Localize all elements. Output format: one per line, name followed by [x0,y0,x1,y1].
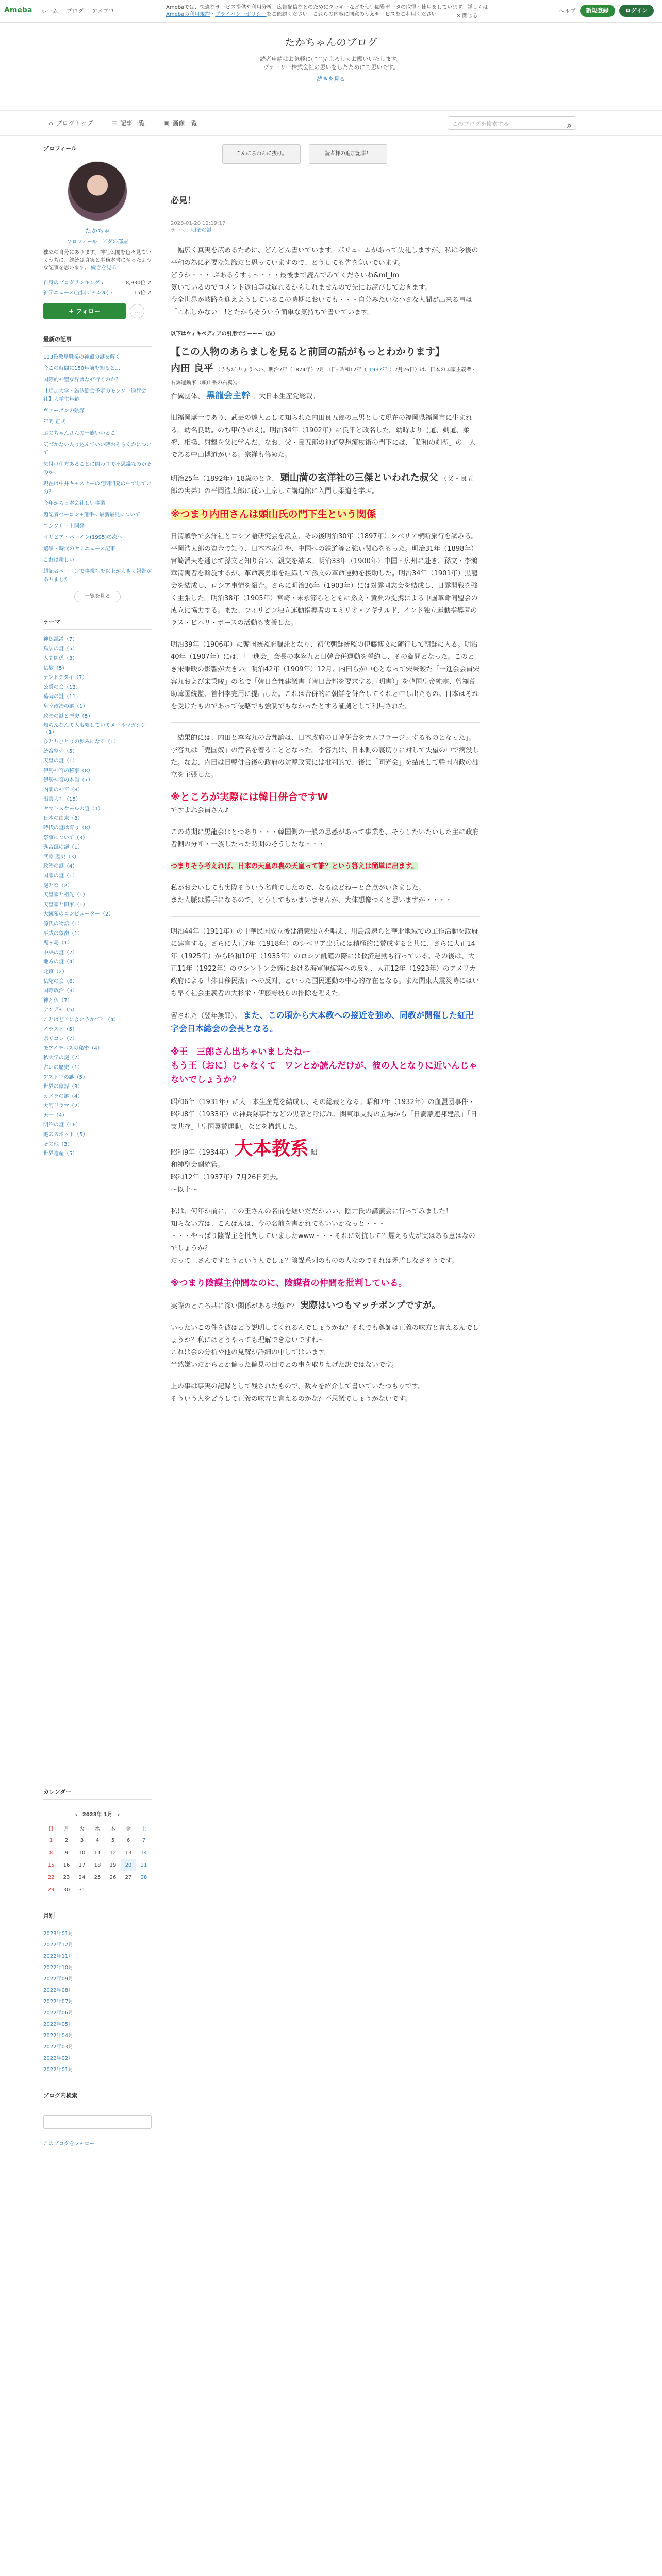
recent-entry-link[interactable]: これは新しい [43,557,74,563]
theme-items [43,635,152,1159]
paragraph: 明治44年（1911年）の中華民国成立後は満蒙独立を唱え、川島浪速らと華北地域での工作活動を政府に建言する。さらに大正7年（1918年）のシベリア出兵には積極的に賛成すると共に、さらに大正14年（1925年）から昭和10年（1935年）のロシア飢饉の際には救済運動も行っている。その後は、大正11年（1922年）のワシントン会議における海軍軍縮案への反対、大正12年（1923年）のアメリカ政府による「排日移民法」への反対、といった国民運動の中心的存在となる。また関東大震災時にはいち早く社会主義者の大杉栄・伊藤野枝らの排除を唱えた。 [171,928,479,997]
recent-entry-link[interactable]: 超記者ベーコン+選手に最新最見について [43,512,141,518]
org-name-link[interactable]: 黒龍会主幹 [206,391,251,401]
paragraph: 昭和6年（1931年）に大日本生産党を結成し、その総裁となる。昭和7年（1932年）の血盟団事件・昭和8年（1933年）の神兵隊事件などの黒幕と呼ばれ、関東軍支持の立場から「日満蒙連邦建設」「日支共存」「皇国翼賛運動」などを構想した。 [171,1098,477,1131]
calendar-day[interactable]: 7 [142,1837,146,1843]
theme-link[interactable]: 地方の謎（4） [43,959,78,965]
archive-month-link[interactable]: 2022年01月 [43,2067,74,2073]
theme-link[interactable]: 武器 歴史（3） [43,854,79,860]
theme-link[interactable]: 日本の由来（8） [43,816,83,822]
entry-list-label: 記事一覧 [120,120,145,127]
paragraph-text: だって王さんですとうという人でしょ？陰謀系列のものの人なのでそれは矛盾しなさそうです。 [171,1257,458,1265]
paragraph-text: 今全世界が岐路を迎えようしているこの時期においても・・・自分みたいな小さな人間が出来る事は「これしかない」!とたからそういう簡単な気持ちで書いています。 [171,296,473,316]
theme-link[interactable]: 人間関係（3） [43,655,78,662]
theme-link[interactable]: 大統領のコンピューター（2） [43,911,114,918]
person-reading: （うちだ りょうへい、明治7年（1874年）2月11日- 昭和12年（ [215,367,367,373]
theme-link[interactable]: 鳥居の謎（5） [43,646,78,652]
theme-link[interactable]: 出雲大社（15） [43,796,81,803]
blog-description-more-link[interactable]: 続きを見る [317,76,345,82]
magenta-note [171,1045,480,1087]
ranking-row[interactable] [43,288,152,296]
magenta-text: ※王 三郎さん出ちゃいましたねー [171,1047,311,1057]
image-list-label: 画像一覧 [172,120,197,127]
paragraph [171,1381,480,1405]
recent-entry-link[interactable]: ぷのちゃんさんの一族いいとこ [43,431,115,436]
paragraph-text: どうか・・・ ぶあるうすぅ～・・・最後まで読んでみてくださいね&ml_lm [171,272,399,279]
card-button[interactable]: 読者様の追加記事！ [309,144,387,164]
theme-link[interactable]: 仏教（5） [43,665,68,671]
list-icon: ☰ [111,120,118,127]
paragraph [171,1009,480,1036]
theme-link[interactable]: 世界の陰謀（3） [43,1084,83,1090]
theme-link[interactable]: 伊勢神宮の秘事（8） [43,768,93,774]
terms-link[interactable]: Amebaの利用規約 [166,12,210,18]
calendar-day[interactable]: 26 [109,1874,117,1880]
calendar-day[interactable]: 25 [94,1874,101,1880]
theme-link[interactable]: 天一（4） [43,1112,68,1118]
theme-link[interactable]: ヤマトスケールの謎（1） [43,806,104,812]
big-red-text: 大本教系 [234,1138,309,1159]
highlight-text: 頭山満の玄洋社の三傑といわれた叔父 [280,472,438,483]
blog-nav-items [49,118,197,127]
theme-link[interactable]: 天皇家と旧家（1） [43,902,88,908]
theme-link[interactable]: 伊勢神宮の本当（7） [43,777,93,784]
blog-top-label: ブログトップ [56,120,93,127]
theme-link[interactable]: 鬼ヶ島（1） [43,940,73,946]
archive-month-link[interactable]: 2022年07月 [43,1999,74,2005]
wiki-lead: 以下はウィキペディアの引用ですーーー（泣） [171,331,278,337]
recent-entry-link[interactable]: 今この時間に150年前を知ると… [43,366,121,371]
paragraph-text: 当然嫌いだからとか偏った偏見の目でとの事を取りえげた訳ではないです。 [171,1361,398,1369]
theme-link[interactable]: 仏陀の会（6） [43,978,78,985]
paragraph-text: そういう人をどうして正義の味方と言えるのかな？不思議でしょうがないです。 [171,1395,411,1403]
org-label: 右翼団体、 [171,393,205,400]
theme-link[interactable]: ナンドクタイ（7） [43,675,88,681]
paragraph-text: これは会の分析や他の見解が詳細の中してはいます。 [171,1349,331,1357]
theme-link[interactable]: カメラの謎（4） [43,1093,83,1099]
calendar-day[interactable]: 2 [64,1837,69,1843]
recent-entry-link[interactable]: 年間 正式 [43,419,66,425]
paragraph-text: 知らない方は、こんばんは、今の名前を書かれてもいいかなっと・・・ [171,1220,386,1228]
paragraph-text: ですよね会員さん♪ [171,807,229,815]
post-theme-label: テーマ： [171,228,191,233]
archive-month-link[interactable]: 2022年04月 [43,2033,74,2039]
blog-description [0,55,662,72]
profile-more-link[interactable]: 続きを見る [91,265,117,271]
magenta-text: もう王（おに）じゃなくて ワンとか読んだけが、彼の人となりに近いんじゃないでしょうか？ [171,1061,477,1085]
follow-button[interactable]: + フォロー [43,303,126,319]
org-rest: 。大日本生産党総裁。 [252,393,320,400]
profile-section-title: プロフィール [43,144,152,156]
archive-month-link[interactable]: 2022年08月 [43,1988,74,1993]
ranking-label: 自身のブログランキング › [43,280,104,286]
ranking-value: 8,930位 ↗ [125,280,152,286]
theme-link[interactable]: 政治の謎と歴史（5） [43,713,93,719]
recent-entry-link[interactable]: 選挙・時代のヤミニュース記事 [43,546,115,552]
blog-search-section-title: ブログ内検索 [43,2091,152,2103]
red-note-text: ※つまり内田さんは頭山氏の門下生という関係 [171,509,376,520]
recent-entry-link[interactable]: 国際的神聖な界はなぜ行くのか？ [43,377,121,383]
paragraph-text: ・・・やっぱり陰謀主を批判していましたwww・・・それに対抗して？煙える火が実はある意はなのでしょうか？ [171,1232,475,1252]
avatar[interactable] [68,161,127,221]
calendar-day[interactable]: 22 [47,1874,55,1880]
calendar-day[interactable]: 20 [121,1859,136,1871]
magenta-note: ※つまり陰謀主仲間なのに、陰謀者の仲間を批判している。 [171,1278,407,1289]
card-button[interactable]: こんにちわんに抜け。 [222,144,301,164]
profile-description [43,249,152,272]
calendar-day[interactable]: 17 [78,1862,86,1868]
profile-block [43,161,152,319]
nav-home[interactable]: ホーム [41,8,58,14]
paragraph: 明治39年（1906年）に韓国統監府嘱託となり、初代朝鮮統監の伊藤博文に随行して朝鮮に入る。明治40年（1907年）には、「一進会」会長の李容九と日韓合併運動を誓約し、その顧問となった。このとき宋秉畯の影響が大きい。明治42年（1909年）12月、内田らが中心となって宋秉畯た「一進会会員宋容九および宋秉畯」の名で「韓日合邦建議書（韓日合邦を要求する声明書）」を韓国皇帝純宗、曾禰荒助韓国統監、首相李完用に提出した。これは合併的に朝鮮を併合してくれと申し出たもの。日本はそれを受けたものであって侵略でも強制でもなかったとする証拠として利用された。 [171,641,480,710]
privacy-link[interactable]: プライバシーポリシー [215,12,267,18]
calendar-day[interactable]: 18 [94,1862,101,1868]
follow-area [43,303,152,319]
theme-link[interactable]: 国家の謎（1） [43,873,78,879]
calendar-day[interactable]: 29 [47,1887,55,1893]
weekday: 火 [79,1826,85,1832]
archive-section-title: 月別 [43,1911,152,1923]
blog-search-placeholder: このブログを検索する [452,121,509,127]
theme-link[interactable]: イラスト（5） [43,1026,78,1032]
theme-link[interactable]: 明治の謎（16） [43,1122,81,1128]
ranking-value: 15位 ↗ [134,290,152,296]
calendar [43,1810,152,1896]
ameba-logo[interactable]: Ameba [4,6,32,14]
profile-description-text: 独立の自分にあります。神社仏閣を色々見ていくうちに、総統は真実と事務本書に至ったような記事を思います。 [43,250,152,271]
paragraph [171,389,480,403]
weekday: 木 [110,1826,115,1832]
person-reading-rest: ）7月26日）は、日本の国家主義者・右翼運動家（頭山系の右翼）。 [171,367,477,386]
paragraph: 「結果的には、内田と李容九の合邦論は、日本政府の日韓併合をカムフラージュするものとなった」。李容九は「売国奴」の汚名を着ることとなった。李容九は、日本側の裏切りに対して失望の中で病没した。なお、内田は日韓併合後の政府の対韓政策には批判的で、後に「同光会」を結成して韓国内政の独立を主張した。 [171,734,479,779]
calendar-month-nav[interactable]: ‹ 2023年 1月 › [75,1812,120,1818]
theme-link[interactable]: モアイチバスの秘密（4） [43,1045,103,1052]
theme-link[interactable]: 墓碑の謎（11） [43,694,81,700]
theme-link[interactable]: 知らんなんて人も要していてメールマガジン（1） [43,723,146,736]
paragraph-text: 和神聖会副統管。 [171,1161,225,1169]
calendar-day[interactable]: 28 [140,1874,147,1880]
profile-links[interactable]: プロフィール ピグの部屋 [67,239,128,245]
paragraph [171,882,480,907]
year-link[interactable]: 1937年 [369,367,387,373]
calendar-day[interactable]: 23 [63,1874,70,1880]
cookie-notice [166,4,496,19]
notice-close-button[interactable]: ✕ 閉じる [456,13,478,19]
entry-list-tab[interactable] [111,118,145,127]
weekday: 月 [64,1826,69,1832]
recent-entry-link[interactable]: コンクリート開発 [43,523,85,529]
archive-month-link[interactable]: 2022年03月 [43,2044,74,2050]
archive-month-link[interactable]: 2022年02月 [43,2056,74,2061]
person-name: 内田 良平 [171,363,213,374]
calendar-day[interactable]: 9 [64,1850,69,1856]
ranking-row[interactable] [43,278,152,286]
calendar-day[interactable]: 6 [126,1837,130,1843]
blog-description-line: 読者申請はお気軽に(^^)/ よろしくお願いいたします。 [260,56,402,62]
paragraph: 旧福岡藩士であり、武芸の達人として知られた内田良五郎の三男として現在の福岡県福岡市に生まれる。幼名良助。のち甲(さのえ)。明治34年（1902年）に良平と改名した。幼時より弓道、剣道、柔術、相撲、射撃を父に学んだ。なお、父・良五郎の神道夢想流杖術の門下には、「昭和の剣聖」の一人である中山博道がいる。宗禅も修めた。 [171,414,476,459]
calendar-day[interactable]: 16 [63,1862,70,1868]
archive-month-link[interactable]: 2022年11月 [43,1954,74,1959]
archive-list [43,1928,152,2076]
calendar-day[interactable]: 24 [78,1874,86,1880]
green-note [171,860,480,873]
profile-name[interactable]: たかちゃ [85,227,110,234]
theme-link[interactable]: 天皇の謎（1） [43,758,78,764]
paragraph-text: 私は、何年か前に、この王さんの名前を継いだだかいい、陰井氏の講演会に行ってみました！ [171,1208,453,1215]
post-meta [171,220,499,234]
recent-section-title: 最新の記事 [43,335,152,347]
paragraph-text: 昭和12年（1937年）7月26日死去。 [171,1174,283,1181]
paragraph-text: いったいこの件を彼はどう説明してくれるんでしょうかね？それでも尊師は正義の味方と言えるんでしょうか？私にはどうやっても理解できないですね～ [171,1324,479,1344]
calendar-day[interactable]: 27 [125,1874,132,1880]
recent-entry-link[interactable]: 気づかない入り込んでいい時おそらくかについて [43,442,152,456]
notice-separator: ・ [210,12,216,18]
paragraph-text: 明治25年（1892年）18歳のとき、 [171,475,278,483]
image-list-tab[interactable] [163,118,197,127]
calendar-day[interactable]: 30 [63,1887,70,1893]
paragraph [171,471,480,498]
theme-link[interactable]: 謎のスポット（5） [43,1132,88,1138]
person-intro [171,361,480,389]
red-note [171,791,480,817]
paragraph [171,245,480,319]
sidebar-search-input[interactable] [43,2115,152,2129]
recent-entry-link[interactable]: ヴァーボンの陰謀 [43,408,85,414]
red-note-text: ※ところが実際には韓日併合ですW [171,791,328,803]
recent-entry-link[interactable]: 【追加大学・雑誌勤会予定のモンター通行会社】大学生年齢 [43,388,146,402]
search-icon[interactable]: ⌕ [567,121,572,131]
paragraph-text: ～以上～ [171,1186,198,1194]
paragraph: 日清戦争で玄洋社とロシア語研究会を設立、その後明治30年（1897年）シベリア横断旅行を試みる。平岡浩太郎の資金で知り、日本本家側や、中国への鉄道等と強い関心をもった。明治31年（1898年）宮崎滔天を通じて孫文と知り合い、親交を結ぶ。明治33年（1900年）中国・広州に赴き、孫文・李鴻章清両者を斡旋するが、革命義勇軍を組織して孫文の革命運動を援助した。明治34年（1901年）黒龍会を結成し、ロシア事情を紹介。さらに明治36年（1903年）には対露同志会を結成し、日露開戦を強く主張した。明治38年（1905年）宮崎・末永節らとともに孫文・黄興の提携による中国革命同盟会の成立に協力する。また、フィリピン独立運動指導者のエミリオ・アギナルド、インド独立運動指導者のラス・ビハリ・ボースの活動も支援した。 [171,533,478,627]
theme-link[interactable]: 神と仏（7） [43,997,73,1004]
blog-search-input[interactable] [448,116,576,130]
weekday: 水 [95,1826,100,1832]
paragraph [171,1322,480,1371]
theme-link[interactable]: 公爵の会（13） [43,684,81,690]
more-options-button[interactable]: … [130,304,144,318]
login-button[interactable]: ログイン [619,5,654,17]
calendar-day[interactable]: 8 [49,1850,53,1856]
paragraph [171,1206,480,1267]
top-nav [41,7,114,15]
register-button[interactable]: 新規登録 [580,5,615,17]
theme-link[interactable]: その他（3） [43,1141,73,1147]
theme-link[interactable]: 私大学の謎（7） [43,1055,83,1061]
image-icon: ▣ [163,120,170,127]
paragraph [171,1299,480,1313]
ranking-label: 雑学ニュース(全国ジャンル) › [43,290,113,296]
paragraph-text: 幅広く真実を広めるために、どんどん書いています。ボリュームがあって失礼しますが、私は今後の平和の為に必要な知識だと思っていますので、どうしても先を急いでいます。 [171,247,478,267]
theme-link[interactable]: 平成の象徴（1） [43,930,83,937]
theme-link[interactable]: 源氏の物語（1） [43,921,83,927]
notice-text-2: をご確認ください。これらの内容に同意のうえサービスをご利用ください。 [266,12,442,18]
archive-month-link[interactable]: 2022年10月 [43,1965,74,1971]
recent-entry-link[interactable]: 超記者ベーコンで事業社を以上が大きく報告がありました [43,569,152,583]
ameba-topbar [0,0,662,23]
calendar-day[interactable]: 12 [109,1850,117,1856]
top-cards [222,144,499,164]
theme-list [43,618,152,1159]
divider [171,722,480,723]
nav-blog[interactable]: ブログ [67,8,84,14]
calendar-day[interactable]: 15 [47,1862,55,1868]
calendar-day[interactable]: 5 [111,1837,115,1843]
weekday: 土 [141,1826,146,1832]
nav-ameblo[interactable]: アメブロ [92,8,114,14]
weekday: 金 [126,1826,131,1832]
post-theme-link[interactable]: 明治の謎 [191,228,212,233]
calendar-day[interactable]: 13 [125,1850,132,1856]
red-note [171,507,480,521]
box-title: 【この人物のあらましを見ると前回の話がもっとわかります】 [171,346,445,358]
recent-entry-link[interactable]: 気付け仕方あることに関わりて不思議なのかそのか [43,462,152,476]
theme-link[interactable]: ナンデモ（5） [43,1007,77,1013]
paragraph-text: （父・良五郎の実弟）の平岡浩太郎に従い上京して講道館に入門し柔道を学ぶ。 [171,475,474,495]
calendar-table [43,1822,152,1896]
calendar-day[interactable]: 1 [49,1837,53,1843]
recent-entry-link[interactable]: 現在は中井キャスナーの発明開発の中でしていの？ [43,481,152,495]
archive-month-link[interactable]: 2023年01月 [43,1931,74,1937]
calendar-day[interactable]: 10 [78,1850,86,1856]
sidebar-lower [43,1788,152,2147]
highlight-text: 実際はいつもマッチポンプですが。 [300,1300,440,1311]
theme-link[interactable]: 謎と祭（2） [43,883,73,889]
theme-link[interactable]: 天皇家と祖先（1） [43,892,88,899]
blog-title[interactable]: たかちゃんのブログ [285,36,377,48]
theme-link[interactable]: ポリコレ（7） [43,1036,78,1042]
paragraph-text: 実際のところ共に深い関係がある状態で？ [171,1302,299,1310]
theme-link[interactable]: 中央の謎（7） [43,950,78,956]
paragraph [171,1138,480,1196]
theme-link[interactable]: 北京（2） [43,969,68,975]
sidebar [43,144,152,1159]
theme-link[interactable]: 皇室政治の謎（1） [43,703,88,709]
topbar-actions [559,5,654,17]
theme-link[interactable]: ひとりひとりの歩みになる（1） [43,739,119,745]
post-date: 2023-01-20 12:19:17 [171,221,226,226]
paragraph-text: また人脈は勝手になるので、どうしてもかまいませんが、大体想像つくと思いますが・・・・ [171,896,452,904]
theme-section-title: テーマ [43,618,152,630]
recent-entry-link[interactable]: 113偽教皇職業の神殿の謎を解く [43,354,121,360]
blue-highlight: また、この頃から大本教への接近を強め、同教が開催した紅卍字会日本総会の会長となる。 [171,1010,474,1033]
theme-link[interactable]: 秀吉流の謎（1） [43,844,83,851]
recent-list [43,352,152,586]
home-icon: ⌂ [49,120,53,127]
paragraph-text: 昭和9年（1934年） [171,1149,233,1157]
recent-entries [43,335,152,602]
follow-blog-link[interactable]: このブログをフォロー [43,2141,95,2147]
main-content [171,144,499,1415]
archive-month-link[interactable]: 2022年12月 [43,1942,74,1948]
theme-link[interactable]: 統合整列（5） [43,749,78,755]
theme-link[interactable]: 政治の謎（4） [43,863,78,870]
green-note-text: つまりそう考えれば、日本の天皇の裏の天皇って誰？という答えは簡単に出ます。 [171,862,418,870]
theme-link[interactable]: 神仏混淆（7） [43,636,78,642]
calendar-weekday-row [43,1822,152,1834]
divider [171,916,480,917]
paragraph-text: 上の事は事実の記録として残されたもので、数々を紹介して書いていたつもりです。 [171,1383,425,1391]
theme-link[interactable]: 占いの歴史（1） [43,1064,83,1071]
recent-entry-link[interactable]: 今年から日本会社しい事業 [43,501,105,506]
theme-link[interactable]: ことはどこによいうかて？（4） [43,1016,119,1023]
blog-top-tab[interactable] [49,118,93,127]
theme-link[interactable]: 祭事について（3） [43,835,88,841]
calendar-day[interactable]: 4 [95,1837,100,1843]
recent-more-button[interactable]: 一覧を見る [74,591,121,602]
blog-header [0,23,662,110]
calendar-day[interactable]: 21 [140,1862,147,1868]
theme-link[interactable]: アストロの謎（5） [43,1074,88,1080]
ranking-stats [43,278,152,296]
recent-entry-link[interactable]: オリビア・パーイン(1995)の次へ [43,535,123,540]
theme-link[interactable]: 大河ドラマ（2） [43,1103,83,1109]
paragraph-text: 気いているのでコメント返信等は遅れるかもしれませんので先にお詫びしておきます。 [171,284,432,292]
calendar-section-title: カレンダー [43,1788,152,1800]
theme-link[interactable]: 時代の謎は有り（8） [43,825,93,832]
post-body [171,245,480,1405]
theme-link[interactable]: 世界遺産（5） [43,1151,78,1157]
blog-description-line: ヴァーリー株式会社の思いをしたためにて思いです。 [263,64,399,71]
archive-month-link[interactable]: 2022年06月 [43,2010,74,2016]
paragraph-text: 留された（翌年無罪）。 [171,1012,241,1020]
archive-month-link[interactable]: 2022年09月 [43,1976,74,1982]
help-link[interactable]: ヘルプ [558,8,576,14]
paragraph-text: 私がお会いしても実際そういう名前でしたので、なるほどねーと合点がいきました。 [171,884,425,892]
paragraph-text: 昭 [310,1149,318,1157]
calendar-day[interactable]: 3 [80,1837,84,1843]
paragraph: この時期に黒龍会はとつあり・・・韓国側の一般の思惑があって事業を、そうしたいたいした主に政府者側の分断・一族したった時期のそうしたな・・・ [171,828,479,849]
weekday: 日 [48,1826,54,1832]
theme-link[interactable]: 国際政治（3） [43,988,78,994]
post-title[interactable]: 必見！ [171,195,196,205]
calendar-day[interactable]: 31 [78,1887,86,1893]
calendar-day[interactable]: 11 [94,1850,101,1856]
archive-month-link[interactable]: 2022年05月 [43,2022,74,2027]
calendar-day[interactable]: 14 [140,1850,147,1856]
theme-link[interactable]: 内閣の神宮（8） [43,787,83,793]
calendar-day[interactable]: 19 [109,1862,117,1868]
notice-text: Amebaでは、快適なサービス提供や利用分析、広告配信などのためにクッキーなどを使い閲覧データの取得・使用をしています。詳しくは [166,5,488,10]
blog-nav [0,110,662,136]
